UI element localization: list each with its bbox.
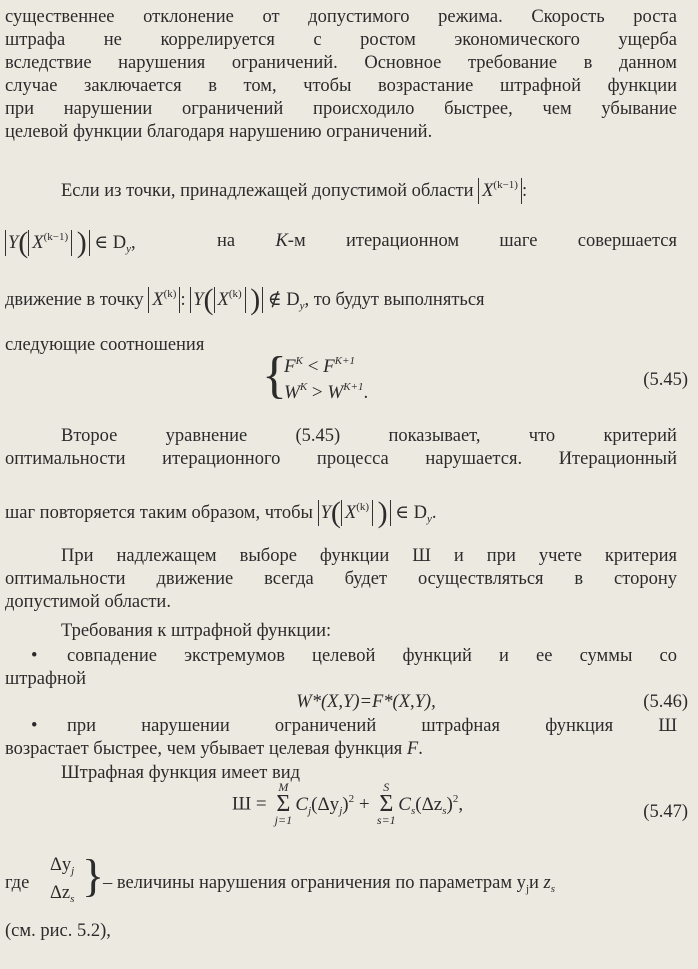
bullet-item — [5, 645, 677, 668]
not-in-symbol: ∉ D — [267, 290, 300, 310]
superscript: (k−1) — [43, 231, 69, 243]
var-x: X — [152, 290, 164, 310]
argument: (Δy — [311, 793, 340, 815]
sum-upper: S — [383, 780, 390, 794]
sum-operator — [374, 781, 398, 827]
var-f: F — [284, 356, 296, 377]
subscript: s — [410, 804, 416, 817]
bullet-item — [5, 715, 677, 738]
var-w: W — [327, 382, 344, 403]
text-line: случае заключается в том, чтобы возрастание штрафной функции — [5, 76, 677, 96]
figure-reference: (см. рис. 5.2), — [5, 921, 111, 941]
superscript: K+1 — [334, 355, 356, 367]
bullet-icon: • — [31, 716, 38, 736]
norm-x-km1 — [478, 178, 522, 204]
text-line: при нарушении ограничений происходило быстрее, чем убывание — [5, 99, 677, 119]
word: совершается — [577, 231, 677, 251]
var-dz: Δz — [50, 883, 71, 903]
superscript: K+1 — [343, 381, 364, 393]
norm-x-k — [341, 500, 373, 526]
membership — [94, 233, 131, 253]
paren: ) — [446, 793, 453, 815]
var-c: C — [398, 793, 411, 815]
word: итерационном — [345, 231, 460, 251]
system-row-f — [284, 354, 368, 380]
var-y: Y — [8, 233, 19, 253]
argument: (Δz — [415, 793, 443, 815]
text-line-justified — [5, 425, 677, 448]
subscript: s — [70, 893, 75, 905]
equation-number: (5.46) — [643, 692, 688, 712]
word: что — [528, 426, 556, 446]
paragraph-feasible-region-line2 — [5, 226, 677, 259]
equation-number: (5.47) — [643, 802, 688, 822]
text-segment: – величины нарушения ограничения по параметрам y — [103, 873, 526, 893]
less-than: < — [307, 356, 319, 377]
sum-lower: j=1 — [274, 813, 293, 827]
plus: + — [358, 793, 370, 815]
comma: , — [458, 793, 464, 815]
word: Второе — [61, 426, 118, 446]
paragraph-second-equation — [5, 425, 677, 471]
where-clause — [5, 852, 677, 912]
text-segment: , — [130, 233, 136, 253]
text-line — [5, 920, 677, 943]
subscript: s — [550, 883, 556, 895]
text-line: вследствие нарушения ограничений. Основное требование в данном — [5, 53, 677, 73]
var-x: X — [482, 181, 494, 201]
text-line: Штрафная функция имеет вид — [61, 763, 301, 783]
subscript: j — [308, 804, 312, 817]
text-line: совпадение экстремумов целевой функций и ее суммы со — [67, 646, 677, 666]
superscript: (k−1) — [493, 179, 518, 191]
delta-y — [50, 854, 74, 877]
var-x: X — [217, 290, 229, 310]
text-line: допустимой области. — [5, 592, 171, 612]
norm-x-km1 — [28, 230, 72, 256]
subscript: s — [442, 804, 447, 817]
norm-y-expression: Y( $X^{(k)}$ ) — [318, 500, 391, 526]
word: уравнение — [165, 426, 248, 446]
sigma-icon: Σ — [379, 791, 394, 817]
formula: W*(X,Y)=F*(X,Y), — [296, 692, 436, 712]
right-brace: } — [82, 850, 105, 901]
text-segment: движение в точку — [5, 290, 144, 310]
bullet-item-second — [5, 715, 677, 761]
var-k: K — [275, 231, 288, 251]
delta-z — [50, 882, 74, 905]
paragraph-penalty-growth — [5, 6, 677, 144]
norm-y-expression: Y( $X^{(k)}$ ) — [190, 287, 263, 313]
sum-term-2 — [398, 794, 463, 815]
superscript: (k) — [356, 501, 370, 513]
text-line-justified — [217, 230, 677, 253]
paren: ) — [342, 793, 349, 815]
text-segment: и — [529, 873, 539, 893]
norm-x-k — [214, 287, 246, 313]
period: . — [418, 739, 423, 759]
superscript: K — [299, 381, 308, 393]
where-text — [103, 872, 555, 895]
superscript: (k) — [163, 288, 177, 300]
text-line: штрафной — [5, 669, 87, 689]
paragraph-choice-of-function — [5, 545, 677, 614]
paragraph-feasible-region-line1: Если из точки, принадлежащей допустимой области $X^{(k-1)}$ : — [5, 178, 677, 204]
var-y: Y — [320, 503, 331, 523]
text-segment: , то будут выполняться — [304, 290, 485, 310]
text-line — [5, 738, 677, 761]
text-segment: где — [5, 873, 30, 893]
var-f: F — [323, 356, 335, 377]
superscript: (k) — [228, 288, 242, 300]
var-z: z — [543, 873, 551, 893]
superscript: 2 — [348, 792, 355, 805]
bullet-icon: • — [31, 646, 38, 666]
system-rows — [284, 354, 368, 406]
requirements-section — [5, 620, 677, 691]
subscript: j — [339, 804, 343, 817]
word: (5.45) — [295, 426, 341, 446]
var-x: X — [344, 503, 357, 523]
text-line: штрафа не коррелируется с ростом экономического ущерба — [5, 30, 677, 50]
var-f: F — [406, 739, 419, 759]
word: на — [217, 231, 236, 251]
word — [275, 230, 305, 253]
var-x: X — [32, 233, 44, 253]
text-line: при нарушении ограничений штрафная функция Ш — [67, 716, 677, 736]
norm-y-expression: Y( $X^{(k-1)}$ ) — [5, 230, 90, 256]
paragraph-feasible-region-line3: движение в точку $X^{(k)}$ : Y( $X^{(k)}$ ) ∉ $D_y$, то будут выполняться — [5, 283, 485, 316]
sum-operator — [271, 781, 295, 827]
equation-5-46 — [5, 691, 677, 714]
section-heading: Требования к штрафной функции: — [61, 621, 332, 641]
text-line: существеннее отклонение от допустимого режима. Скорость роста — [5, 7, 677, 27]
equation-5-47 — [232, 781, 463, 827]
word: шаге — [499, 231, 538, 251]
in-symbol: ∈ D — [395, 503, 427, 523]
sum-lower: s=1 — [376, 813, 396, 827]
text-line: оптимальности движение всегда будет осуществляться в сторону — [5, 569, 677, 589]
superscript: K — [295, 355, 303, 367]
subscript: j — [71, 865, 75, 877]
word: критерий — [603, 426, 677, 446]
text-line: целевой функции благодаря нарушению ограничений. — [5, 122, 433, 142]
text-segment: следующие соотношения — [5, 335, 205, 355]
subscript: y — [426, 513, 432, 525]
var-c: C — [295, 793, 309, 815]
suffix: -м — [287, 231, 306, 251]
subscript: y — [299, 300, 305, 312]
in-symbol: ∈ D — [94, 233, 127, 253]
text-line-with-formula: шаг повторяется таким образом, чтобы Y( $X^{(k)}$ ) ∈ $D_y$. — [5, 496, 437, 529]
text-line: оптимальности итерационного процесса нарушается. Итерационный — [5, 449, 677, 469]
sum-upper: M — [278, 780, 289, 794]
text-segment: возрастает быстрее, чем убывает целевая функция — [5, 739, 403, 759]
formula-lhs: Ш = — [232, 793, 267, 815]
subscript: j — [525, 883, 529, 895]
text-segment: Если из точки, принадлежащей допустимой области — [61, 181, 474, 201]
equation-number: (5.45) — [643, 370, 688, 390]
greater-than: > — [311, 382, 323, 403]
left-brace: { — [262, 347, 287, 404]
text-segment: шаг повторяется таким образом, чтобы — [5, 503, 313, 523]
equation-system-5-45 — [262, 347, 462, 410]
word: показывает, — [388, 426, 481, 446]
norm-x-k — [148, 287, 180, 313]
subscript: y — [126, 243, 131, 255]
text-line: При надлежащем выборе функции Ш и при учете критерия — [61, 546, 677, 566]
var-y: Y — [193, 290, 204, 310]
sigma-icon: Σ — [276, 791, 291, 817]
sum-term-1 — [295, 794, 369, 815]
var-dy: Δy — [50, 855, 72, 875]
superscript: 2 — [452, 792, 459, 805]
var-w: W — [284, 382, 300, 403]
system-row-w: $W^K > W^{K+1}$. — [284, 381, 369, 403]
